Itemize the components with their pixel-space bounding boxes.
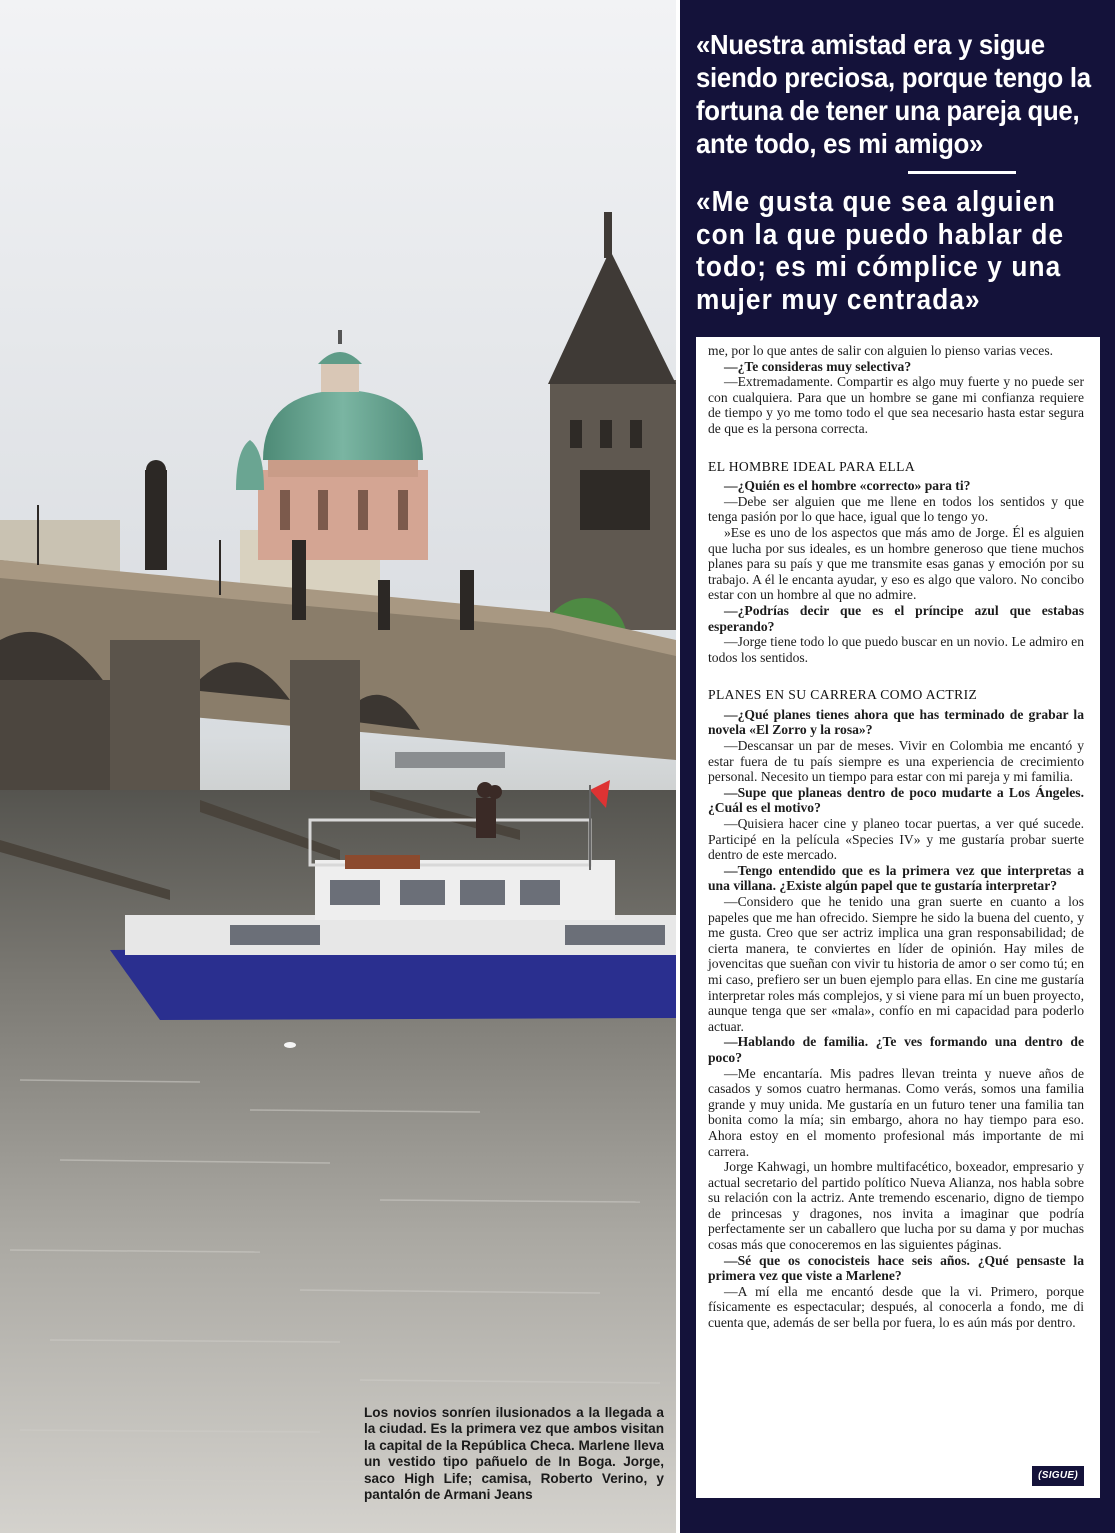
section-heading: PLANES EN SU CARRERA COMO ACTRIZ <box>708 687 978 703</box>
interview-question: —Hablando de familia. ¿Te ves formando una dentro de poco? <box>708 1034 1084 1065</box>
interview-answer: —Considero que he tenido una gran suerte en cuanto a los papeles que me han ofrecido. Siempre he sido la buena del cuento, y me gusta. Creo que ser actriz implica una gran responsabilidad; de cierta manera, te conviertes en líder de opinión. Hay miles de jovencitas que sueñan con vivir tu historia de amor o ser como tú; en mi caso, prefiero ser un buen ejemplo para ellas. En cine me gustaría interpretar roles más complejos, y si viene para mí un buen proyecto, aunque tenga que ser «mala», confío en mi capacidad para poderlo actuar. <box>708 894 1084 1034</box>
interview-answer: »Ese es uno de los aspectos que más amo de Jorge. Él es alguien que lucha por sus ideales, es un hombre generoso que tiene muchos planes para su país y que me transmite esas ganas y emoción por su trabajo. A él le encanta ayudar, y eso es algo que valoro. No concibo estar con un hombre al que no admire. <box>708 524 1084 603</box>
interview-question: —¿Qué planes tienes ahora que has terminado de grabar la novela «El Zorro y la rosa»? <box>708 706 1084 738</box>
pier-2 <box>290 660 360 790</box>
interview-question: —¿Quién es el hombre «correcto» para ti? <box>724 478 971 494</box>
interview-answer: —A mí ella me encantó desde que la vi. Primero, porque físicamente es espectacular; después, al conocerla a fondo, me di cuenta que, además de ser bella por fuera, lo es aún más por dentro. <box>708 1283 1084 1331</box>
text-column <box>680 0 1115 1533</box>
boat-canopy <box>395 752 505 768</box>
photo-caption: Los novios sonríen ilusionados a la llegada a la ciudad. Es la primera vez que ambos visitan la capital de la República Checa. Marlene lleva un vestido tipo pañuelo de In Boga. Jorge, saco High Life; camisa, Roberto Verino, y pantalón de Armani Jeans <box>364 1405 664 1503</box>
boat-hull <box>110 945 676 1020</box>
gull <box>284 1042 296 1048</box>
article-paragraph: me, por lo que antes de salir con alguien lo pienso varias veces. <box>708 343 1054 358</box>
pier-1 <box>110 640 200 790</box>
interview-question: —¿Te consideras muy selectiva? <box>724 358 912 374</box>
interview-question: —Supe que planeas dentro de poco mudarte a Los Ángeles. ¿Cuál es el motivo? <box>708 784 1084 816</box>
lantern <box>321 362 359 392</box>
interview-answer: —Debe ser alguien que me llene en todos los sentidos y que tenga pasión por lo que hace, igual que lo tengo yo. <box>708 493 1084 525</box>
interview-answer: —Extremadamente. Compartir es algo muy fuerte y no puede ser con cualquiera. Para que un hombre se gane mi confianza requiere de tiempo y yo me tomo todo el que sea necesario hasta estar segura de que es la persona correcta. <box>708 374 1084 436</box>
interview-question: —Sé que os conocisteis hace seis años. ¿Qué pensaste la primera vez que viste a Marlene? <box>708 1252 1084 1284</box>
pull-quote-primary: «Nuestra amistad era y sigue siendo preciosa, porque tengo la fortuna de tener una pareja que, ante todo, es mi amigo» <box>696 29 1091 159</box>
pull-quote-secondary: «Me gusta que sea alguien con la que puedo hablar de todo; es mi cómplice y una mujer muy centrada» <box>696 186 1065 316</box>
spire <box>338 330 342 344</box>
interview-answer: —Me encantaría. Mis padres llevan treinta y nueve años de casados y somos cuatro hermanas. Como verás, somos una familia grande y muy unida. Me gustaría en un futuro tener una familia tan bonita como la mía; sin embargo, ahora no hay tiempo para eso. Ahora estoy en el momento profesional más importante de mi carrera. <box>708 1065 1084 1159</box>
pier-3 <box>0 680 110 800</box>
tower-windows <box>570 420 650 530</box>
article-paragraph: Jorge Kahwagi, un hombre multifacético, boxeador, empresario y actual secretario del partido político Nueva Alianza, nos habla sobre su relación con la actriz. Ante tremendo escenario, digno de tiempo de princesas y dragones, nos invita a imaginar que podría perfectamente ser un caballero que lucha por su dama y por muchas cosas más que conoceremos en las siguientes páginas. <box>708 1159 1084 1253</box>
quote-divider <box>908 171 1016 174</box>
article-body <box>696 337 1100 1498</box>
interview-question: —Tengo entendido que es la primera vez que interpretas a una villana. ¿Existe algún papel que te gustaría interpretar? <box>708 862 1084 894</box>
continue-label: (SIGUE) <box>1032 1466 1084 1486</box>
interview-question: —¿Podrías decir que es el príncipe azul que estabas esperando? <box>708 602 1084 634</box>
section-heading: EL HOMBRE IDEAL PARA ELLA <box>708 458 916 474</box>
pull-quote-box <box>680 0 1115 340</box>
interview-answer: —Descansar un par de meses. Vivir en Colombia me encantó y estar fuera de tu país siempre es una experiencia de crecimiento personal. Necesito un tiempo para estar con mi pareja y mi familia. <box>708 738 1084 785</box>
tower-spire <box>604 212 612 258</box>
boat-name-plate <box>345 855 420 869</box>
interview-answer: —Quisiera hacer cine y planeo tocar puertas, a ver qué sucede. Participé en la película «Species IV» y me gustaría probar suerte dentro de este mercado. <box>708 816 1084 863</box>
interview-answer: —Jorge tiene todo lo que puedo buscar en un novio. Le admiro en todos los sentidos. <box>708 634 1084 665</box>
